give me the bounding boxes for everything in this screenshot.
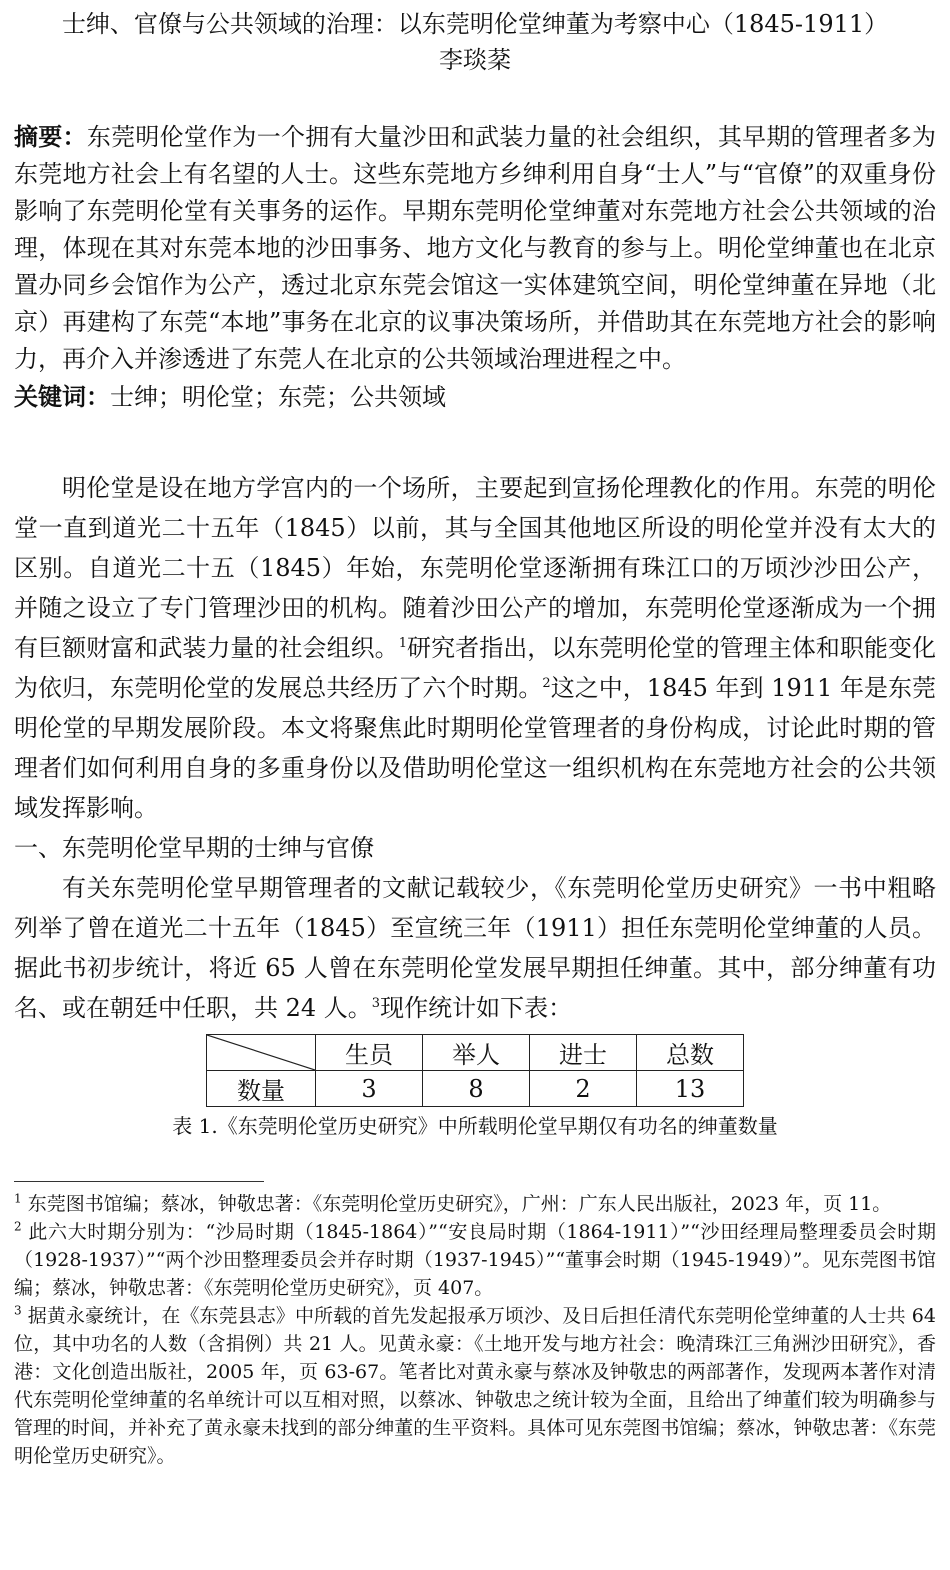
keywords [14, 378, 936, 416]
footnote-ref-1[interactable]: 1 [398, 636, 408, 651]
footnote-ref-3[interactable]: 3 [371, 996, 381, 1011]
table-cell: 13 [637, 1071, 744, 1107]
table-cell: 3 [316, 1071, 423, 1107]
intro-paragraph [14, 468, 936, 828]
footnote-number: 3 [14, 1303, 22, 1318]
intro-text-3: 这之中，1845 年到 1911 年是东莞明伦堂的早期发展阶段。本文将聚焦此时期明伦堂管理者的身份构成，讨论此时期的管理者们如何利用自身的多重身份以及借助明伦堂这一组织机构在东莞地方社会的公共领域发挥影响。 [14, 674, 936, 822]
table-header-cell: 生员 [316, 1035, 423, 1071]
table-header-cell: 举人 [423, 1035, 530, 1071]
section1-text-2: 现作统计如下表： [380, 994, 573, 1022]
footnote-ref-2[interactable]: 2 [542, 676, 551, 691]
abstract-label: 摘要： [14, 122, 87, 151]
footnote-2 [14, 1218, 936, 1302]
section-heading-1: 一、东莞明伦堂早期的士绅与官僚 [14, 834, 374, 862]
intro-text-1: 明伦堂是设在地方学宫内的一个场所，主要起到宣扬伦理教化的作用。东莞的明伦堂一直到道光二十五年（1845）以前，其与全国其他地区所设的明伦堂并没有太大的区别。自道光二十五（1845）年始，东莞明伦堂逐渐拥有珠江口的万顷沙沙田公产，并随之设立了专门管理沙田的机构。随着沙田公产的增加，东莞明伦堂逐渐成为一个拥有巨额财富和武装力量的社会组织。 [14, 474, 936, 662]
diagonal-line [207, 1035, 315, 1070]
footnote-divider [14, 1181, 264, 1182]
table-corner-cell [207, 1035, 316, 1071]
degree-table-wrap [14, 1034, 936, 1141]
paper-page [14, 6, 936, 1470]
footnote-1 [14, 1190, 936, 1218]
table-header-cell: 进士 [530, 1035, 637, 1071]
table-header-row [207, 1035, 744, 1071]
abstract [14, 118, 936, 378]
table-header-cell: 总数 [637, 1035, 744, 1071]
table-caption: 表 1.《东莞明伦堂历史研究》中所载明伦堂早期仅有功名的绅董数量 [172, 1114, 778, 1138]
intro-text-2: 研究者指出，以东莞明伦堂的管理主体和职能变化为依归，东莞明伦堂的发展总共经历了六个时期。 [14, 634, 937, 702]
author-name: 李琰棻 [439, 46, 511, 74]
section1-text-1: 有关东莞明伦堂早期管理者的文献记载较少，《东莞明伦堂历史研究》一书中粗略列举了曾在道光二十五年（1845）至宣统三年（1911）担任东莞明伦堂绅董的人员。据此书初步统计，将近 65 人曾在东莞明伦堂发展早期担任绅董。其中，部分绅董有功名、或在朝廷中任职，共 24 人。 [14, 874, 936, 1022]
footnote-text: 东莞图书馆编；蔡冰，钟敬忠著：《东莞明伦堂历史研究》，广州：广东人民出版社，2023 年，页 11。 [27, 1193, 892, 1215]
table-cell: 8 [423, 1071, 530, 1107]
footnote-3 [14, 1302, 936, 1470]
footnote-number: 2 [14, 1219, 22, 1234]
paper-title: 士绅、官僚与公共领域的治理：以东莞明伦堂绅董为考察中心（1845-1911） [61, 10, 889, 38]
degree-table [206, 1034, 744, 1107]
footnote-number: 1 [14, 1191, 22, 1206]
footnote-text: 此六大时期分别为：“沙局时期（1845-1864）”“安良局时期（1864-1911）”“沙田经理局整理委员会时期（1928-1937）”“两个沙田整理委员会并存时期（1937-1945）”“董事会时期（1945-1949）”。见东莞图书馆编；蔡冰，钟敬忠著：《东莞明伦堂历史研究》，页 407。 [14, 1221, 936, 1299]
section1-paragraph [14, 868, 936, 1028]
footnote-text: 据黄永豪统计，在《东莞县志》中所载的首先发起报承万顷沙、及日后担任清代东莞明伦堂绅董的人士共 64 位，其中功名的人数（含捐例）共 21 人。见黄永豪：《土地开发与地方社会：晚清珠江三角洲沙田研究》，香港：文化创造出版社，2005 年，页 63-67。笔者比对黄永豪与蔡冰及钟敬忠的两部著作，发现两本著作对清代东莞明伦堂绅董的名单统计可以互相对照，以蔡冰、钟敬忠之统计较为全面，且给出了绅董们较为明确参与管理的时间，并补充了黄永豪未找到的部分绅董的生平资料。具体可见东莞图书馆编；蔡冰，钟敬忠著：《东莞明伦堂历史研究》。 [14, 1305, 936, 1467]
table-row-label: 数量 [207, 1071, 316, 1107]
table-cell: 2 [530, 1071, 637, 1107]
abstract-text: 东莞明伦堂作为一个拥有大量沙田和武装力量的社会组织，其早期的管理者多为东莞地方社会上有名望的人士。这些东莞地方乡绅利用自身“士人”与“官僚”的双重身份影响了东莞明伦堂有关事务的运作。早期东莞明伦堂绅董对东莞地方社会公共领域的治理，体现在其对东莞本地的沙田事务、地方文化与教育的参与上。明伦堂绅董也在北京置办同乡会馆作为公产，透过北京东莞会馆这一实体建筑空间，明伦堂绅董在异地（北京）再建构了东莞“本地”事务在北京的议事决策场所，并借助其在东莞地方社会的影响力，再介入并渗透进了东莞人在北京的公共领域治理进程之中。 [14, 123, 936, 373]
keywords-text: 士绅；明伦堂；东莞；公共领域 [110, 383, 446, 411]
table-row [207, 1071, 744, 1107]
keywords-label: 关键词： [14, 382, 110, 411]
